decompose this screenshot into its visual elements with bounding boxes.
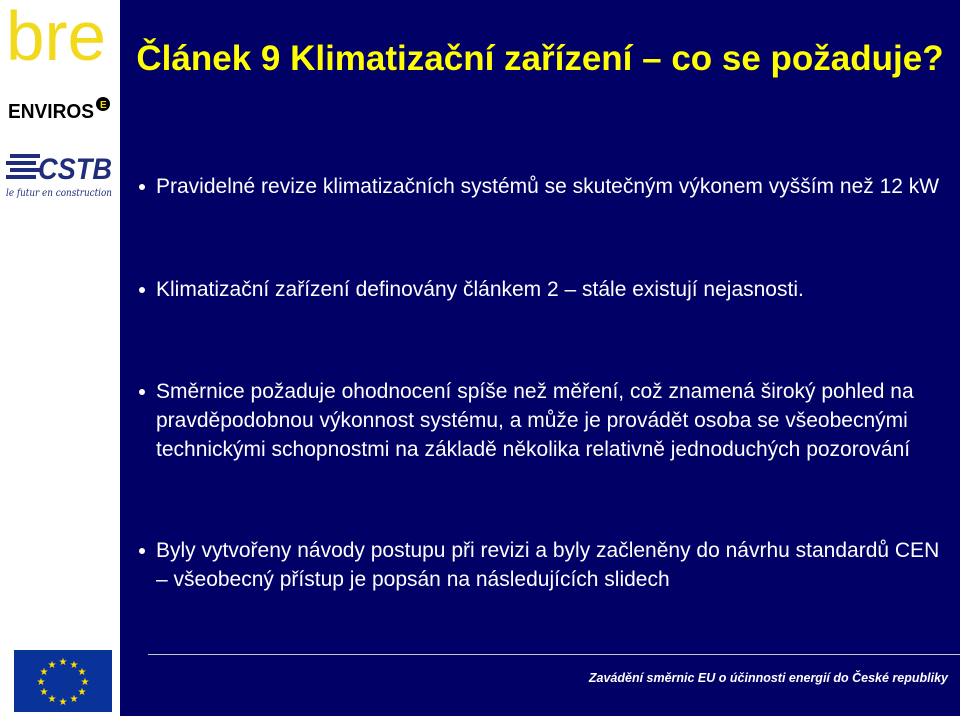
svg-text:★: ★ — [39, 687, 49, 698]
footer-divider — [148, 654, 960, 655]
cstb-stripes-icon — [6, 154, 40, 179]
bullet-dot-icon — [139, 287, 145, 293]
svg-text:★: ★ — [69, 660, 79, 671]
slide-panel — [120, 0, 960, 716]
bullet-text: Klimatizační zařízení definovány článkem 2 – stále existují nejasnosti. — [156, 278, 804, 301]
bullet-item — [130, 536, 946, 594]
bullet-item — [130, 275, 946, 304]
bullet-text: Pravidelné revize klimatizačních systémů se skutečným výkonem vyšším než 12 kW — [156, 175, 940, 198]
svg-text:★: ★ — [77, 667, 87, 678]
bullet-text: Byly vytvořeny návody postupu při revizi a byly začleněny do návrhu standardů CEN – všeobecný přístup je popsán na následujících slidech — [156, 539, 940, 591]
bullet-dot-icon — [139, 389, 145, 395]
bullet-list — [120, 0, 960, 716]
eu-flag-icon — [14, 650, 112, 712]
bullet-text: Směrnice požaduje ohodnocení spíše než měření, což znamená široký pohled na pravděpodobnou výkonnost systému, a může je provádět osoba se všeobecnými technickými schopnostmi na základě několika relativně jednoduchých pozorování — [156, 380, 914, 461]
enviros-logo — [6, 94, 112, 126]
cstb-logo-text: CSTB — [38, 153, 112, 186]
svg-text:★: ★ — [58, 697, 68, 708]
svg-text:★: ★ — [58, 657, 68, 668]
cstb-logo — [6, 150, 114, 202]
bre-logo-text: bre — [6, 0, 106, 75]
bre-logo — [6, 0, 110, 75]
slide-footer: Zavádění směrnic EU o účinnosti energií do České republiky — [588, 671, 948, 685]
svg-text:★: ★ — [69, 694, 79, 705]
enviros-mark-text: E — [100, 100, 107, 111]
logo-sidebar — [0, 0, 120, 716]
cstb-tagline: le futur en construction — [6, 188, 112, 199]
svg-text:★: ★ — [47, 660, 57, 671]
slide-title: Článek 9 Klimatizační zařízení – co se požaduje? — [136, 39, 944, 78]
svg-text:★: ★ — [80, 677, 90, 688]
svg-text:★: ★ — [77, 687, 87, 698]
bullet-item — [130, 377, 946, 464]
bullet-dot-icon — [139, 548, 145, 554]
svg-text:★: ★ — [39, 667, 49, 678]
svg-text:★: ★ — [47, 694, 57, 705]
enviros-logo-text: ENVIROS — [8, 101, 94, 123]
svg-text:★: ★ — [36, 677, 46, 688]
bullet-item — [130, 172, 946, 201]
bullet-dot-icon — [139, 184, 145, 190]
